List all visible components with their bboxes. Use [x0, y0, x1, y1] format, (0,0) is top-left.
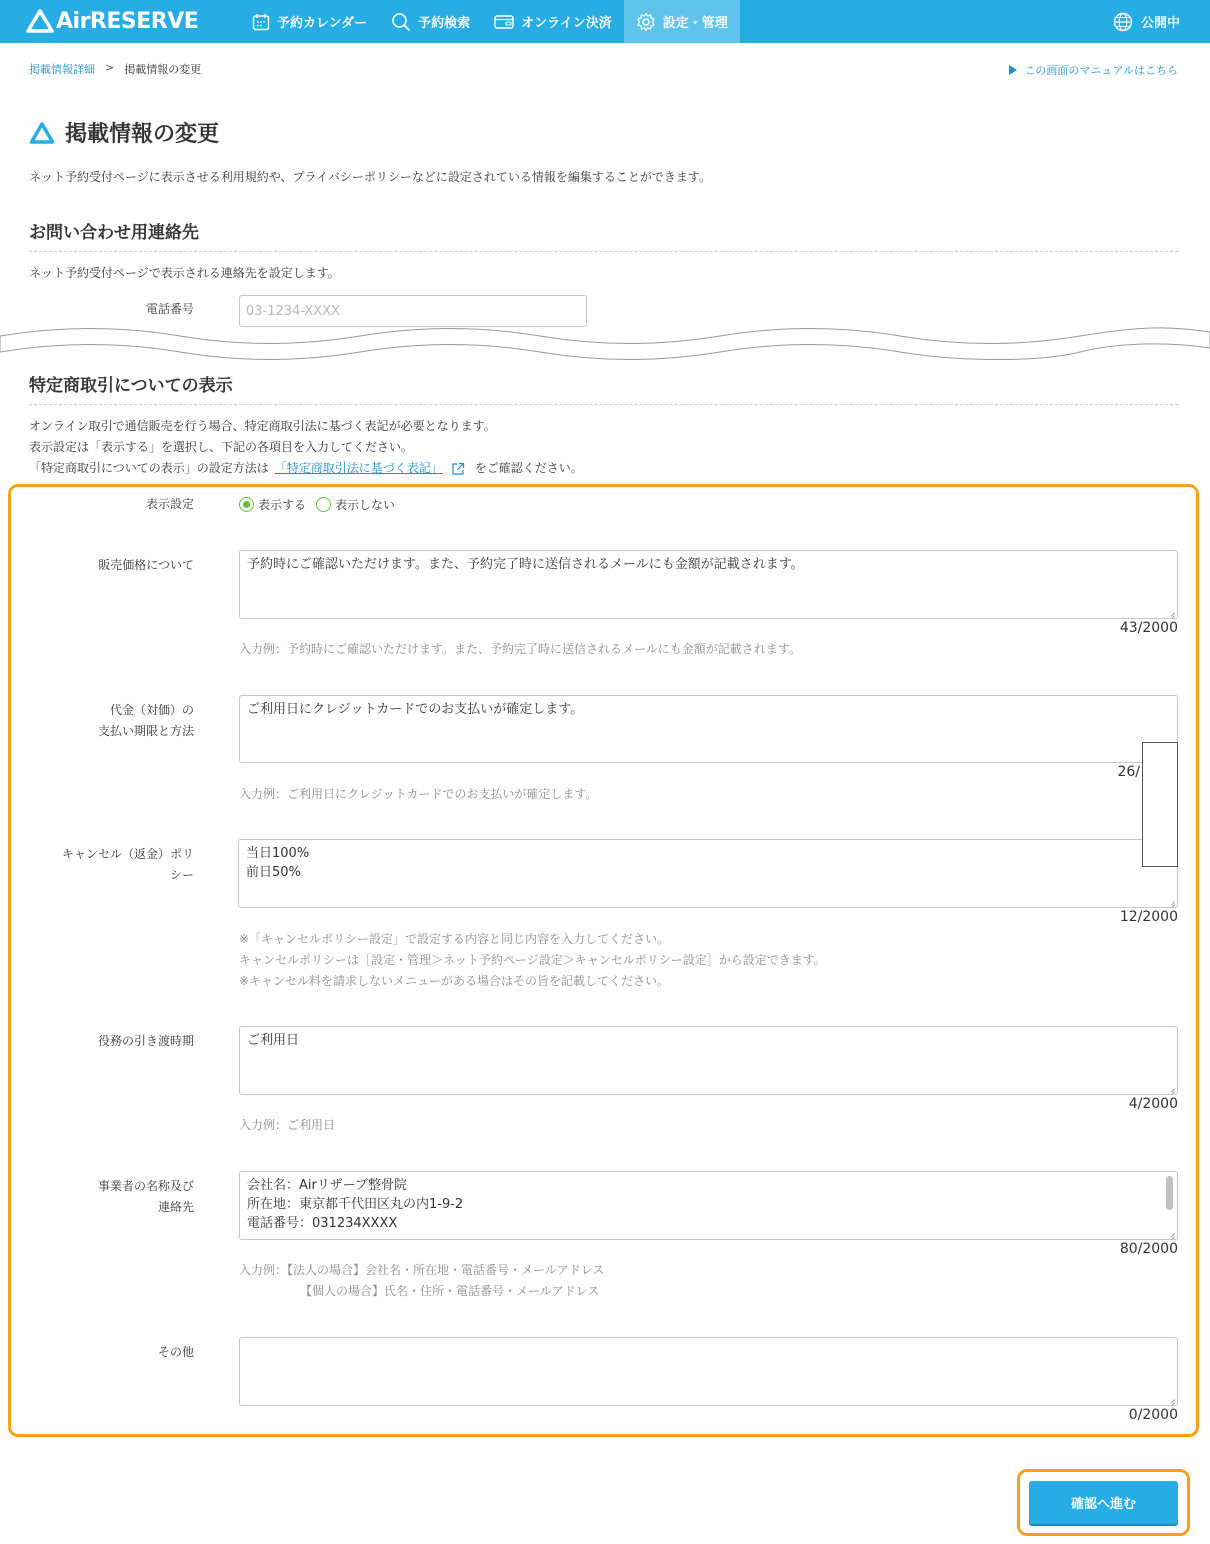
tokusho-desc-3: [29, 458, 583, 479]
delivery-textarea[interactable]: [239, 1026, 1178, 1095]
payment-label-line1: 代金（対価）の: [109, 703, 194, 717]
cancel-value-line1: 当日100%: [246, 846, 310, 861]
breadcrumb-separator: >: [105, 61, 115, 74]
resize-handle[interactable]: [1167, 1395, 1175, 1403]
main-nav: [240, 0, 740, 43]
price-textarea[interactable]: [239, 550, 1178, 619]
cancel-value-line2: 前日50%: [246, 865, 301, 880]
display-setting-label: 表示設定: [145, 497, 194, 511]
tokusho-law-link[interactable]: 「特定商取引法に基づく表記」: [274, 461, 443, 475]
nav-calendar[interactable]: [240, 0, 379, 43]
payment-label: [40, 700, 194, 742]
globe-icon: [1113, 12, 1133, 32]
delivery-label: 役務の引き渡時期: [97, 1034, 194, 1048]
price-example: 入力例：予約時にご確認いただけます。また、予約完了時に送信されるメールにも金額が記載されます。: [239, 642, 801, 656]
cancel-char-count: 12/2000: [1119, 909, 1178, 925]
payment-textarea[interactable]: [239, 695, 1178, 763]
breadcrumb-parent-link[interactable]: 掲載情報詳細: [29, 63, 95, 76]
calendar-icon: [252, 13, 270, 31]
manual-link-label: この画面のマニュアルはこちら: [1024, 64, 1178, 77]
payment-textarea-value: ご利用日にクレジットカードでのお支払いが確定します。: [247, 702, 584, 717]
price-textarea-value: 予約時にご確認いただけます。また、予約完了時に送信されるメールにも金額が記載されます。: [247, 557, 804, 572]
tokusho-desc-3-pre: 「特定商取引についての表示」の設定方法は: [29, 461, 269, 475]
confirm-button[interactable]: 確認へ進む: [1029, 1481, 1178, 1524]
delivery-example: 入力例：ご利用日: [239, 1118, 336, 1132]
business-label-line1: 事業者の名称及び: [97, 1179, 194, 1193]
play-triangle-icon: [1009, 65, 1017, 75]
cancel-label: [20, 844, 194, 886]
nav-search[interactable]: [379, 0, 482, 43]
contact-description: ネット予約受付ページで表示される連絡先を設定します。: [29, 266, 340, 280]
phone-input[interactable]: 03-1234-XXXX: [239, 295, 587, 327]
phone-label: 電話番号: [145, 302, 194, 316]
price-char-count: 43/2000: [1119, 620, 1178, 636]
tokusho-section-heading: 特定商取引についての表示: [29, 371, 1178, 405]
brand-name: AirRESERVE: [56, 8, 199, 34]
logo-icon: [26, 9, 54, 33]
business-textarea[interactable]: [239, 1171, 1178, 1240]
other-char-count: 0/2000: [1128, 1407, 1178, 1423]
resize-handle[interactable]: [1167, 1229, 1175, 1237]
resize-handle[interactable]: [1167, 1084, 1175, 1092]
business-line-3: 電話番号：031234XXXX: [247, 1216, 398, 1231]
radio-display-on[interactable]: [239, 497, 254, 512]
cancel-note-3: ※キャンセル料を請求しないメニューがある場合はその旨を記載してください。: [239, 974, 670, 988]
business-line-1: 会社名：Airリザーブ整骨院: [247, 1178, 407, 1193]
delivery-char-count: 4/2000: [1128, 1096, 1178, 1112]
nav-online-payment-label: オンライン決済: [521, 16, 612, 31]
price-label: 販売価格について: [98, 558, 194, 572]
publish-status[interactable]: [1113, 0, 1180, 43]
radio-display-off[interactable]: [316, 497, 331, 512]
business-label-line2: 連絡先: [157, 1200, 194, 1214]
page-description: ネット予約受付ページに表示させる利用規約や、プライバシーポリシーなどに設定されている情報を編集することができます。: [29, 170, 711, 184]
logo[interactable]: [26, 8, 198, 34]
nav-settings-label: 設定・管理: [662, 16, 728, 31]
nav-calendar-label: 予約カレンダー: [277, 16, 368, 31]
business-char-count: 80/2000: [1119, 1241, 1178, 1257]
other-label: その他: [157, 1345, 194, 1359]
delivery-textarea-value: ご利用日: [247, 1033, 300, 1048]
search-icon: [391, 12, 411, 32]
radio-display-off-label[interactable]: 表示しない: [335, 498, 396, 512]
top-bar: [0, 0, 1210, 43]
tokusho-desc-2: 表示設定は「表示する」を選択し、下記の各項目を入力してください。: [29, 440, 414, 454]
tokusho-desc-1: オンライン取引で通信販売を行う場合、特定商取引法に基づく表記が必要となります。: [29, 419, 496, 433]
payment-example: 入力例：ご利用日にクレジットカードでのお支払いが確定します。: [239, 787, 598, 801]
cancel-label-line1: キャンセル（返金）ポリ: [61, 847, 194, 861]
nav-settings[interactable]: [624, 0, 740, 43]
contact-section-heading: お問い合わせ用連絡先: [29, 218, 1178, 252]
business-example-2: 【個人の場合】氏名・住所・電話番号・メールアドレス: [300, 1284, 600, 1298]
triangle-logo-icon: [29, 121, 55, 145]
nav-online-payment[interactable]: [482, 0, 624, 43]
payment-label-line2: 支払い期限と方法: [97, 724, 194, 738]
resize-handle[interactable]: [1167, 608, 1175, 616]
tokusho-desc-3-post: をご確認ください。: [474, 461, 583, 475]
overlay-popup-fragment: [1142, 742, 1178, 867]
breadcrumb: [29, 61, 201, 77]
cancel-textarea[interactable]: [238, 839, 1178, 908]
wave-divider: [0, 322, 1210, 362]
other-textarea[interactable]: [239, 1337, 1178, 1406]
manual-link[interactable]: [1009, 62, 1178, 78]
textarea-scrollbar[interactable]: [1166, 1176, 1173, 1210]
business-line-2: 所在地：東京都千代田区丸の内1-9-2: [247, 1197, 464, 1212]
resize-handle[interactable]: [1167, 897, 1175, 905]
external-link-icon[interactable]: [451, 462, 465, 476]
radio-display-on-label[interactable]: 表示する: [258, 498, 307, 512]
business-example-1: 入力例：【法人の場合】会社名・所在地・電話番号・メールアドレス: [239, 1263, 605, 1277]
cancel-note-2: キャンセルポリシーは［設定・管理＞ネット予約ページ設定＞キャンセルポリシー設定］から設定できます。: [239, 953, 826, 967]
breadcrumb-current: 掲載情報の変更: [124, 63, 202, 76]
payment-char-count: 26/: [1117, 764, 1140, 780]
business-label: [40, 1176, 194, 1218]
gear-icon: [636, 12, 656, 32]
page-title-block: [29, 117, 219, 148]
wallet-icon: [494, 14, 514, 30]
publish-status-label: 公開中: [1140, 16, 1180, 31]
cancel-label-line2: シー: [169, 868, 194, 882]
display-setting-radios: [239, 496, 405, 513]
page-title: 掲載情報の変更: [65, 122, 220, 147]
cancel-note-1: ※「キャンセルポリシー設定」で設定する内容と同じ内容を入力してください。: [239, 932, 670, 946]
nav-search-label: 予約検索: [418, 16, 471, 31]
